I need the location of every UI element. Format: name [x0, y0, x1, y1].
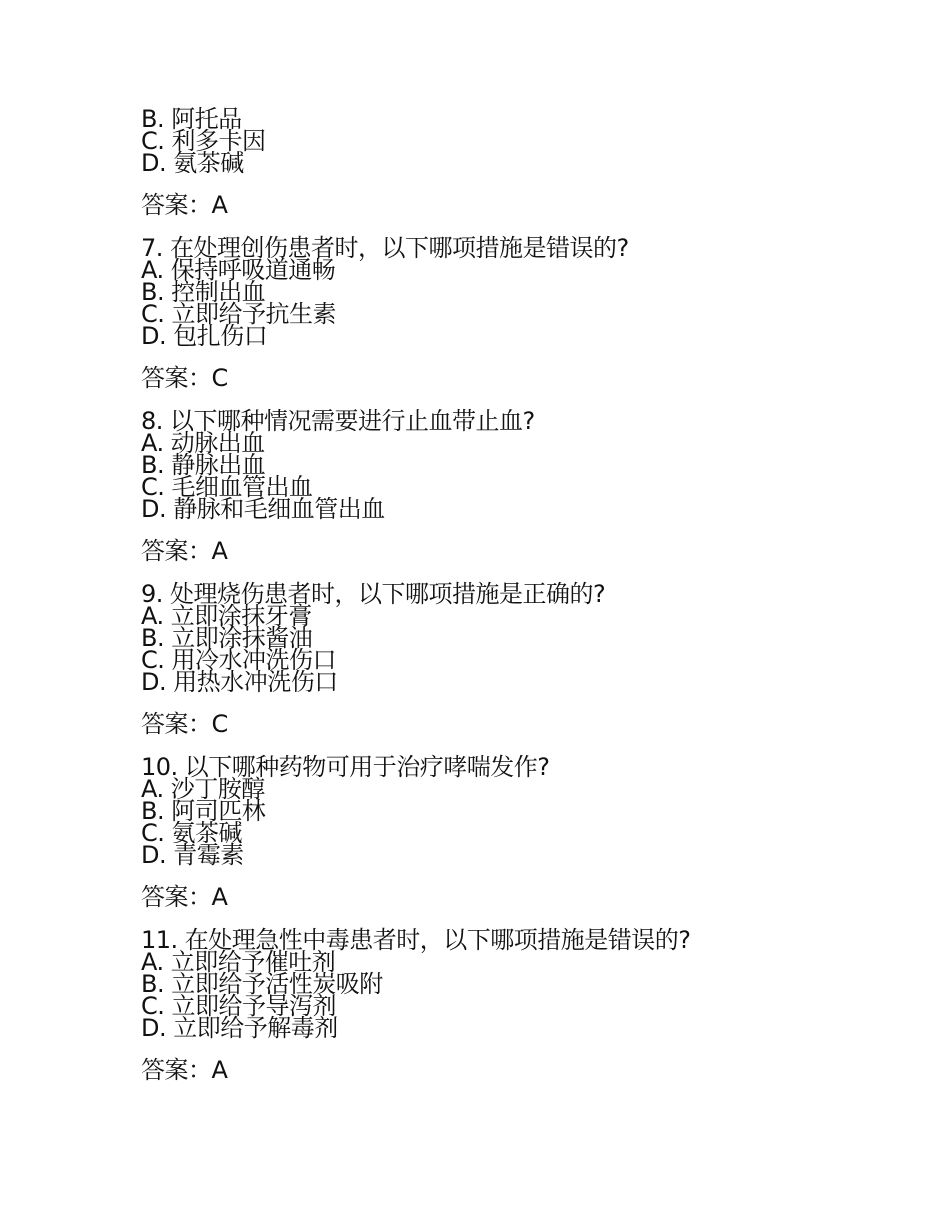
option-d: D. 包扎伤口	[141, 322, 268, 350]
option-a: A. 保持呼吸道通畅	[141, 256, 336, 284]
option-c: C. 用冷水冲洗伤口	[141, 646, 337, 674]
answer-line: 答案：A	[141, 537, 228, 565]
option-a: A. 立即涂抹牙膏	[141, 602, 312, 630]
question-block-11	[141, 926, 841, 1084]
question-block-7	[141, 234, 841, 392]
option-c: C. 氨茶碱	[141, 819, 243, 847]
option-d: D. 青霉素	[141, 841, 244, 869]
option-a: A. 沙丁胺醇	[141, 775, 265, 803]
quiz-content	[141, 105, 841, 1084]
answer-line: 答案：C	[141, 710, 228, 738]
option-c: C. 立即给予抗生素	[141, 300, 337, 328]
option-d: D. 用热水冲洗伤口	[141, 668, 338, 696]
question-stem: 10. 以下哪种药物可用于治疗哮喘发作?	[141, 753, 550, 781]
question-stem: 9. 处理烧伤患者时，以下哪项措施是正确的?	[141, 580, 606, 608]
option-d: D. 氨茶碱	[141, 149, 244, 177]
option-b: B. 立即给予活性炭吸附	[141, 970, 383, 998]
question-stem: 8. 以下哪种情况需要进行止血带止血?	[141, 407, 535, 435]
option-c: C. 立即给予导泻剂	[141, 992, 337, 1020]
question-block-10	[141, 753, 841, 911]
option-b: B. 阿司匹林	[141, 797, 266, 825]
option-b: B. 立即涂抹酱油	[141, 624, 313, 652]
option-b: B. 控制出血	[141, 278, 266, 306]
answer-line: 答案：A	[141, 191, 228, 219]
option-d: D. 立即给予解毒剂	[141, 1014, 338, 1042]
option-c: C. 毛细血管出血	[141, 473, 313, 501]
question-stem: 7. 在处理创伤患者时，以下哪项措施是错误的?	[141, 234, 629, 262]
option-a: A. 动脉出血	[141, 429, 265, 457]
question-block-continued	[141, 105, 841, 219]
question-block-8	[141, 407, 841, 565]
option-d: D. 静脉和毛细血管出血	[141, 495, 385, 523]
question-stem: 11. 在处理急性中毒患者时，以下哪项措施是错误的?	[141, 926, 691, 954]
answer-line: 答案：A	[141, 1056, 228, 1084]
option-c: C. 利多卡因	[141, 127, 266, 155]
answer-line: 答案：A	[141, 883, 228, 911]
option-b: B. 静脉出血	[141, 451, 266, 479]
option-a: A. 立即给予催吐剂	[141, 948, 336, 976]
answer-line: 答案：C	[141, 364, 228, 392]
question-block-9	[141, 580, 841, 738]
option-b: B. 阿托品	[141, 105, 242, 133]
